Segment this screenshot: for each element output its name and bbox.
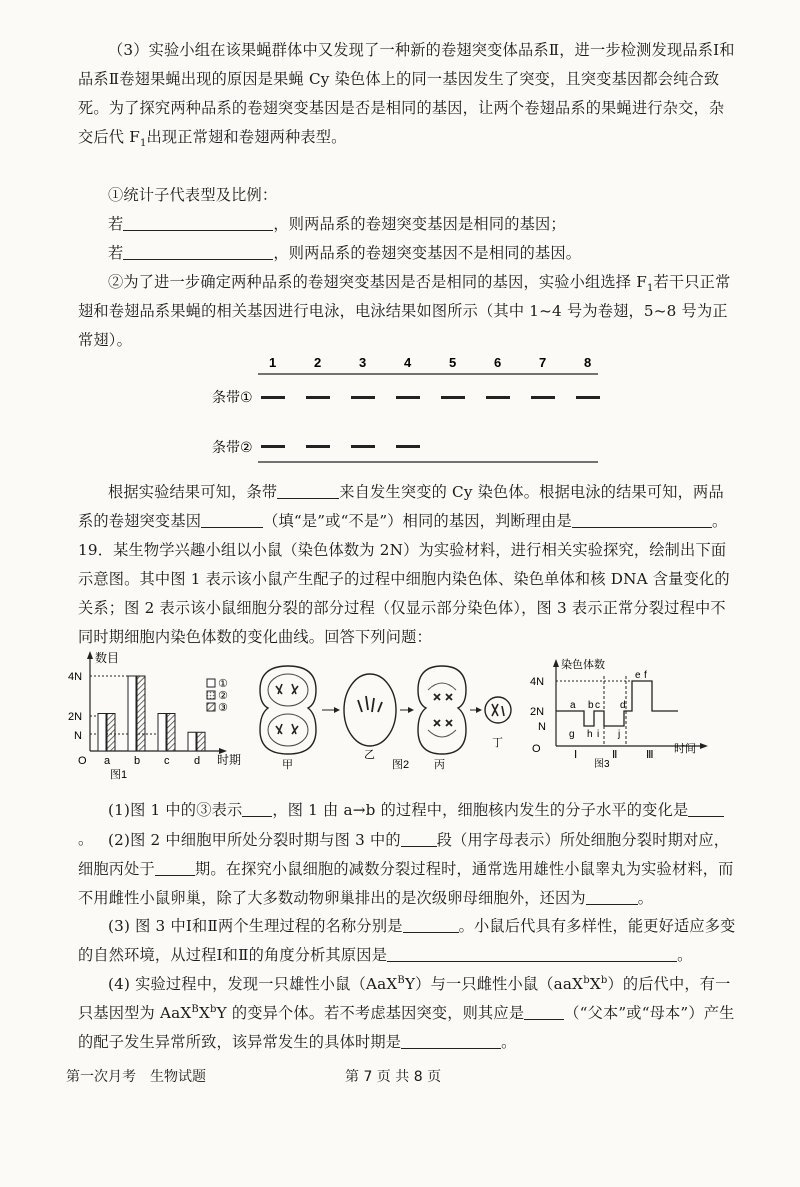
s4-c: X xyxy=(589,975,601,993)
s4-b: Y）与一只雌性小鼠（aaX xyxy=(404,975,584,993)
answer-blank-s1-1[interactable] xyxy=(242,800,272,817)
answer-blank-s3-1[interactable] xyxy=(403,916,459,933)
s4-sup-2: b xyxy=(583,974,590,986)
if2-prefix: 若 xyxy=(108,244,124,262)
point-f: f xyxy=(644,670,647,681)
s4-sup-5: b xyxy=(209,1003,217,1015)
fig3-origin: O xyxy=(532,743,541,755)
point-a: a xyxy=(570,700,576,711)
legend-swatch-2 xyxy=(207,691,215,699)
point-c: c xyxy=(595,700,600,711)
f1-subscript: 1 xyxy=(139,138,147,150)
q19-intro: 19．某生物学兴趣小组以小鼠（染色体数为 2N）为实验材料，进行相关实验探究，绘制出下面示意图。其中图 1 表示该小鼠产生配子的过程中细胞内染色体、染色单体和核 DNA 含量变化的关系；图 2 表示该小鼠细胞分裂的部分过程（仅显示部分染色体），图 3 表示正常分裂过程中不同时期细胞内染色体数的变化曲线。回答下列问题： xyxy=(78,541,730,646)
stage-3: Ⅲ xyxy=(646,749,654,761)
footer-page-number: 第 7 页 共 8 页 xyxy=(345,1069,442,1085)
arrow-1-head xyxy=(334,707,340,713)
fig1-bars xyxy=(98,676,205,767)
band-1-lane-6 xyxy=(486,396,510,399)
answer-blank-s2-1[interactable] xyxy=(401,830,437,847)
gel-bands xyxy=(261,396,600,448)
footer-left: 第一次月考 生物试题 xyxy=(66,1069,206,1085)
legend-label-1: ① xyxy=(218,678,228,690)
legend-swatch-3 xyxy=(207,703,215,711)
q18-3-text: （3）实验小组在该果蝇群体中又发现了一种新的卷翅突变体品系Ⅱ，进一步检测发现品系Ⅰ和品系Ⅱ卷翅果蝇出现的原因是果蝇 Cy 染色体上的同一基因发生了突变，且突变基因都会纯合致死。为了探究两种品系的卷翅突变基因是否是相同的基因，让两个卷翅品系的果蝇进行杂交，杂交后代 F xyxy=(78,41,735,146)
band-1-lane-5 xyxy=(441,396,465,399)
point-i: i xyxy=(597,729,600,740)
fig1-tick-4n: 4N xyxy=(68,671,83,683)
q19-sub3 xyxy=(78,912,738,970)
conclusion-a: 根据实验结果可知，条带 xyxy=(108,483,278,501)
answer-blank-s4-1[interactable] xyxy=(524,1003,564,1020)
point-b: b xyxy=(588,700,594,711)
if2-suffix: ，则两品系的卷翅突变基因不是相同的基因。 xyxy=(273,244,582,262)
answer-blank-band[interactable] xyxy=(277,482,339,499)
fig1-ylabel: 数目 xyxy=(95,651,120,665)
q18-item2 xyxy=(78,268,738,355)
fig3-tick-4n: 4N xyxy=(530,676,545,688)
s2-a: (2)图 2 中细胞甲所处分裂时期与图 3 中的 xyxy=(108,831,401,849)
s1-c: 。 xyxy=(78,830,94,848)
answer-blank-s2-3[interactable] xyxy=(586,888,638,905)
fig1-bar-b-1 xyxy=(128,676,136,751)
s4-sup-4: B xyxy=(191,1003,199,1015)
band-1-label: 条带① xyxy=(212,389,253,405)
band-2-lane-4 xyxy=(396,445,420,448)
band-1-lane-7 xyxy=(531,396,555,399)
lane-number-2: 2 xyxy=(314,355,322,370)
stage-1: Ⅰ xyxy=(574,749,578,761)
point-e: e xyxy=(635,670,641,681)
if1-prefix: 若 xyxy=(108,215,124,233)
s4-sup-1: B xyxy=(397,974,405,986)
arrow-2-head xyxy=(408,707,414,713)
fig3-line-chart xyxy=(528,656,728,768)
s4-g: （“父本”或“母本”）产生的配子发生异常所致，该异常发生的具体时期是 xyxy=(78,1004,735,1051)
answer-blank-s4-2[interactable] xyxy=(401,1032,501,1049)
fig1-bar-c-3 xyxy=(167,714,175,752)
fig1-bar-b-3 xyxy=(137,676,145,751)
answer-blank-s2-2[interactable] xyxy=(155,859,195,876)
label-ding: 丁 xyxy=(492,737,503,749)
s4-h: 。 xyxy=(501,1033,517,1051)
answer-blank-s3-2[interactable] xyxy=(387,945,677,962)
band-1-lane-8 xyxy=(576,396,600,399)
conclusion-d: 。 xyxy=(711,512,728,530)
q18-3-text-end: 出现正常翅和卷翅两种表型。 xyxy=(146,128,347,146)
lane-number-7: 7 xyxy=(539,355,547,370)
cell-ding xyxy=(485,697,511,723)
legend-label-3: ③ xyxy=(218,702,228,714)
lane-number-4: 4 xyxy=(404,355,412,370)
fig1-category-d: d xyxy=(194,755,201,767)
f1-subscript-2: 1 xyxy=(646,283,654,295)
s1-b: ，图 1 由 a→b 的过程中，细胞核内发生的分子水平的变化是 xyxy=(272,801,689,819)
s1-a: (1)图 1 中的③表示 xyxy=(108,801,243,819)
answer-blank-reason[interactable] xyxy=(572,511,712,528)
lane-number-3: 3 xyxy=(359,355,367,370)
q18-3-paragraph xyxy=(78,36,738,152)
fig1-y-arrow xyxy=(87,651,93,659)
point-h: h xyxy=(587,729,593,740)
fig3-x-arrow xyxy=(700,743,708,749)
q18-if1 xyxy=(78,210,738,239)
band-2-lane-3 xyxy=(351,445,375,448)
lane-number-1: 1 xyxy=(269,355,277,370)
q18-item1: ①统计子代表型及比例： xyxy=(108,186,278,204)
answer-blank-1[interactable] xyxy=(123,214,273,231)
fig1-bar-d-3 xyxy=(197,732,205,751)
arrow-3-head xyxy=(476,707,482,713)
fig1-caption: 图1 xyxy=(110,769,128,781)
gel-figure xyxy=(200,352,620,472)
fig1-bar-d-1 xyxy=(188,732,196,751)
conclusion-b: 来自发生突变的 Cy 染色体。根据电泳的结果可知，两品系的卷翅突变基因 xyxy=(78,483,724,530)
band-1-lane-2 xyxy=(306,396,330,399)
band-1-lane-3 xyxy=(351,396,375,399)
fig3-xlabel: 时间 xyxy=(674,743,696,755)
fig3-caption: 图3 xyxy=(594,759,610,768)
band-1-lane-1 xyxy=(261,396,285,399)
s2-d: 。 xyxy=(637,889,654,907)
fig1-category-b: b xyxy=(134,755,141,767)
s3-c: 。 xyxy=(677,946,693,964)
fig1-bar-c-1 xyxy=(158,714,166,752)
lane-number-8: 8 xyxy=(584,355,592,370)
legend-label-2: ② xyxy=(218,690,228,702)
s4-sup-3: b xyxy=(600,974,608,986)
cell-jia xyxy=(260,666,316,754)
fig1-bar-a-1 xyxy=(98,714,106,752)
conclusion-c: （填“是”或“不是”）相同的基因，判断理由是 xyxy=(263,512,572,530)
point-d: d xyxy=(620,700,626,711)
fig1-xlabel: 时期 xyxy=(217,753,242,767)
fig1-tick-2n: 2N xyxy=(68,711,83,723)
item2-text-end: 若干只正常翅和卷翅品系果蝇的相关基因进行电泳，电泳结果如图所示（其中 1~4 号为卷翅，5~8 号为正常翅）。 xyxy=(78,273,731,349)
s4-e: X xyxy=(198,1004,210,1022)
band-2-lane-2 xyxy=(306,445,330,448)
fig1-category-a: a xyxy=(104,755,111,767)
band-2-lane-1 xyxy=(261,445,285,448)
q18-if2 xyxy=(78,239,738,268)
band-1-lane-4 xyxy=(396,396,420,399)
gel-lane-numbers xyxy=(269,355,591,370)
s2-b: 段（用字母表示）所处细胞分裂时期对应，细胞丙处于 xyxy=(78,831,730,878)
fig1-category-c: c xyxy=(164,755,170,767)
s4-f: Y 的变异个体。若不考虑基因突变，则其应是 xyxy=(216,1004,525,1022)
cell-bing xyxy=(418,666,466,754)
q19-sub4 xyxy=(78,970,738,1057)
fig1-bar-chart xyxy=(62,646,252,781)
s4-a: (4) 实验过程中，发现一只雄性小鼠（AaX xyxy=(108,975,398,993)
point-g: g xyxy=(569,729,575,740)
legend-swatch-1 xyxy=(207,679,215,687)
answer-blank-2[interactable] xyxy=(123,243,273,260)
s4-d: ）的后代中，有一只基因型为 AaX xyxy=(78,975,731,1022)
q18-conclusion xyxy=(78,478,738,536)
fig2-caption: 图2 xyxy=(392,759,410,770)
s3-a: (3) 图 3 中Ⅰ和Ⅱ两个生理过程的名称分别是 xyxy=(108,917,403,935)
fig3-y-arrow xyxy=(553,659,559,667)
answer-blank-s1-2[interactable] xyxy=(688,800,724,817)
fig1-bar-a-3 xyxy=(107,714,115,752)
fig2-cell-division xyxy=(252,660,512,770)
fig3-tick-2n: 2N xyxy=(530,706,545,718)
label-bing: 丙 xyxy=(434,759,445,770)
fig3-tick-n: N xyxy=(538,721,546,733)
s3-b: 。小鼠后代具有多样性，能更好适应多变的自然环境，从过程Ⅰ和Ⅱ的角度分析其原因是 xyxy=(78,917,736,964)
stage-2: Ⅱ xyxy=(612,749,618,761)
lane-number-5: 5 xyxy=(449,355,457,370)
fig1-origin: O xyxy=(78,755,87,767)
label-yi: 乙 xyxy=(364,749,375,761)
if1-suffix: ，则两品系的卷翅突变基因是相同的基因； xyxy=(273,215,566,233)
answer-blank-same[interactable] xyxy=(201,511,263,528)
lane-number-6: 6 xyxy=(494,355,502,370)
fig1-tick-n: N xyxy=(74,730,82,742)
band-2-label: 条带② xyxy=(212,439,253,455)
q19-sub2 xyxy=(78,826,738,913)
s2-c: 期。在探究小鼠细胞的减数分裂过程时，通常选用雄性小鼠睾丸为实验材料，而不用雌性小鼠卵巢，除了大多数动物卵巢排出的是次级卵母细胞外，还因为 xyxy=(78,860,734,907)
point-j: j xyxy=(618,729,621,740)
label-jia: 甲 xyxy=(282,759,293,770)
item2-text: ②为了进一步确定两种品系的卷翅突变基因是否是相同的基因，实验小组选择 F xyxy=(108,273,647,291)
fig3-ylabel: 染色体数 xyxy=(561,659,605,671)
cell-yi xyxy=(344,674,396,746)
